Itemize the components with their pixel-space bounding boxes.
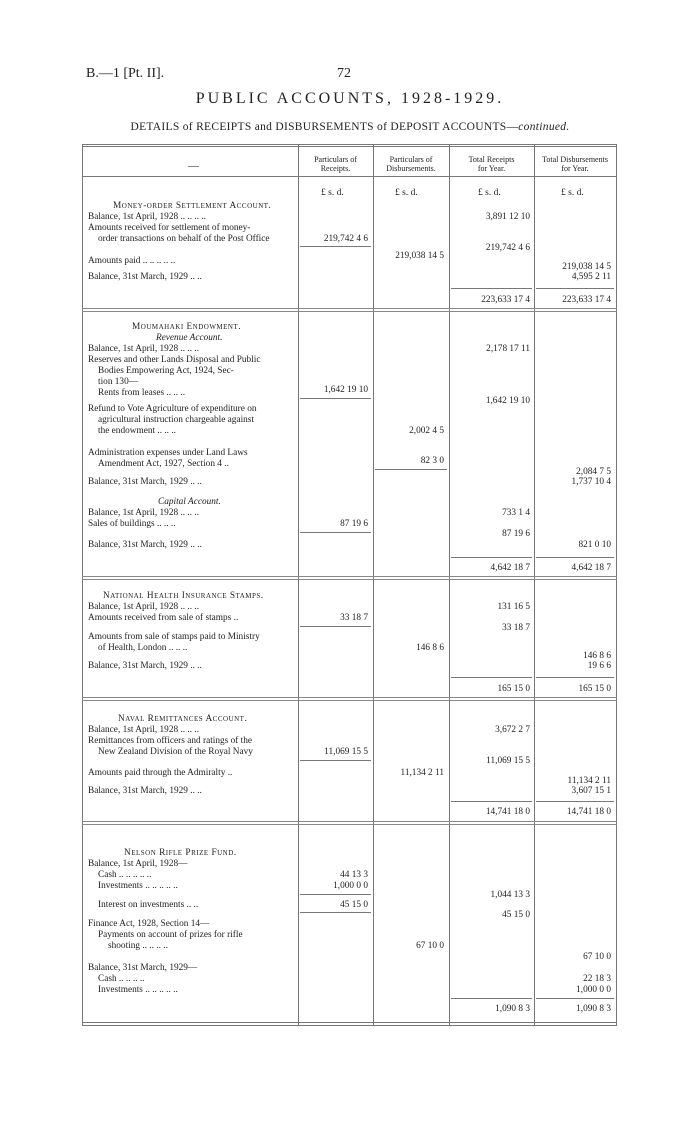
total-disbursement-amount: 19 6 6 — [587, 661, 611, 671]
line-text: Finance Act, 1928, Section 14— — [88, 919, 210, 929]
table-bottom-rule-2 — [82, 1025, 617, 1026]
section-total-disbursements: 14,741 18 0 — [566, 807, 611, 817]
line-text: tion 130— — [98, 377, 139, 387]
sub-heading: Capital Account. — [158, 497, 221, 507]
line-text: agricultural instruction chargeable against — [98, 415, 255, 425]
col-head-disb-l2: Disbursements. — [386, 164, 436, 173]
subtotal-rule — [300, 398, 371, 399]
line-text: shooting .. .. .. .. — [108, 941, 168, 951]
section-divider — [82, 697, 617, 701]
col-head-total-disbursements — [534, 155, 616, 173]
total-receipt-amount: 3,672 2 7 — [495, 725, 530, 735]
table-bottom-rule — [82, 1022, 617, 1023]
sub-heading: Revenue Account. — [156, 333, 223, 343]
total-disbursement-amount: 2,084 7 5 — [576, 467, 611, 477]
total-rule — [451, 557, 532, 558]
subtotal-rule — [300, 912, 371, 913]
total-receipt-amount: 3,891 12 10 — [485, 212, 530, 222]
lsd-label-receipts: £ s. d. — [321, 188, 344, 198]
subtotal-rule — [375, 469, 447, 470]
receipt-amount: 1,642 19 10 — [323, 385, 368, 395]
section-total-disbursements: 223,633 17 4 — [562, 295, 611, 305]
section-total-disbursements: 4,642 18 7 — [571, 563, 611, 573]
line-text: Investments .. .. .. .. .. — [98, 985, 178, 995]
total-receipt-amount: 1,044 13 3 — [490, 890, 530, 900]
receipt-amount: 1,000 0 0 — [333, 881, 368, 891]
total-rule — [536, 677, 614, 678]
section-title: Money-order Settlement Account. — [113, 201, 272, 211]
total-rule — [536, 557, 614, 558]
col-rule-1 — [298, 144, 299, 1025]
total-disbursement-amount: 3,607 15 1 — [571, 786, 611, 796]
line-text: Payments on account of prizes for rifle — [98, 930, 243, 940]
total-receipt-amount: 733 1 4 — [502, 508, 530, 518]
total-receipt-amount: 131 16 5 — [497, 602, 530, 612]
subtitle-continued: continued. — [518, 121, 570, 133]
total-disbursement-amount: 146 8 6 — [583, 651, 611, 661]
section-total-receipts: 4,642 18 7 — [490, 563, 530, 573]
total-disbursement-amount: 219,038 14 5 — [562, 262, 611, 272]
total-disbursement-amount: 11,134 2 11 — [567, 776, 611, 786]
page-subtitle — [0, 121, 700, 133]
total-receipt-amount: 45 15 0 — [502, 910, 530, 920]
line-text: Reserves and other Lands Disposal and Public — [88, 355, 261, 365]
disbursement-amount: 82 3 0 — [420, 456, 444, 466]
section-total-disbursements: 1,090 8 3 — [576, 1004, 611, 1014]
line-text: Balance, 31st March, 1929 .. .. — [88, 661, 202, 671]
subtitle-main: DETAILS of RECEIPTS and DISBURSEMENTS of DEPOSIT ACCOUNTS— — [130, 121, 519, 133]
page-number: 72 — [337, 66, 351, 81]
disbursement-amount: 11,134 2 11 — [400, 768, 444, 778]
line-text: Amounts from sale of stamps paid to Ministry — [88, 632, 260, 642]
total-receipt-amount: 219,742 4 6 — [485, 243, 530, 253]
line-text: Balance, 1st April, 1928 .. .. .. .. — [88, 212, 207, 222]
page-title: PUBLIC ACCOUNTS, 1928-1929. — [195, 90, 505, 107]
section-total-receipts: 1,090 8 3 — [495, 1004, 530, 1014]
total-rule — [536, 998, 614, 999]
line-text: New Zealand Division of the Royal Navy — [98, 747, 253, 757]
total-disbursement-amount: 821 0 10 — [578, 540, 611, 550]
col-rule-5 — [616, 144, 617, 1025]
receipt-amount: 44 13 3 — [340, 870, 368, 880]
total-receipt-amount: 33 18 7 — [502, 623, 530, 633]
col-head-td-l2: for Year. — [561, 164, 589, 173]
receipt-amount: 219,742 4 6 — [323, 234, 368, 244]
line-text: Balance, 1st April, 1928 .. .. .. — [88, 508, 200, 518]
line-text: Balance, 1st April, 1928— — [88, 859, 188, 869]
receipt-amount: 45 15 0 — [340, 900, 368, 910]
col-head-receipts-l2: Receipts. — [320, 164, 351, 173]
subtotal-rule — [300, 532, 371, 533]
col-head-total-receipts — [449, 155, 534, 173]
total-rule — [451, 677, 532, 678]
line-text: Cash .. .. .. .. .. — [98, 870, 152, 880]
total-receipt-amount: 2,178 17 11 — [486, 344, 530, 354]
col-head-description: — — [188, 160, 199, 172]
table-top-rule — [82, 144, 617, 145]
line-text: Amounts received for settlement of money- — [88, 223, 251, 233]
col-rule-0 — [82, 144, 83, 1025]
lsd-label-total-receipts: £ s. d. — [478, 188, 501, 198]
line-text: Administration expenses under Land Laws — [88, 448, 248, 458]
col-head-tr-l1: Total Receipts — [468, 155, 515, 164]
col-head-td-l1: Total Disbursements — [542, 155, 608, 164]
total-disbursement-amount: 22 18 3 — [583, 974, 611, 984]
section-title: Moumahaki Endowment. — [132, 322, 242, 332]
table-top-rule-2 — [82, 146, 617, 147]
line-text: Refund to Vote Agriculture of expenditure on — [88, 404, 257, 414]
col-head-tr-l2: for Year. — [477, 164, 506, 173]
total-receipt-amount: 1,642 19 10 — [485, 396, 530, 406]
document-reference: B.—1 [Pt. II]. — [86, 66, 165, 81]
subtotal-rule — [300, 246, 371, 247]
line-text: Amounts paid through the Admiralty .. — [88, 768, 233, 778]
total-rule — [451, 288, 532, 289]
total-rule — [536, 801, 614, 802]
line-text: Sales of buildings .. .. .. — [88, 519, 176, 529]
line-text: Balance, 31st March, 1929 .. .. — [88, 477, 202, 487]
line-text: of Health, London .. .. .. — [98, 643, 188, 653]
section-divider — [82, 308, 617, 312]
line-text: Investments .. .. .. .. .. — [98, 881, 178, 891]
line-text: order transactions on behalf of the Post Office — [98, 234, 270, 244]
total-rule — [451, 998, 532, 999]
col-head-disb-l1: Particulars of — [389, 155, 433, 164]
lsd-label-disbursements: £ s. d. — [395, 188, 418, 198]
total-disbursement-amount: 1,737 10 4 — [571, 477, 611, 487]
line-text: Balance, 31st March, 1929— — [88, 963, 198, 973]
col-head-disbursements — [373, 155, 449, 173]
section-divider — [82, 821, 617, 825]
section-title: Naval Remittances Account. — [118, 714, 248, 724]
section-title: Nelson Rifle Prize Fund. — [124, 848, 237, 858]
total-receipt-amount: 87 19 6 — [502, 529, 530, 539]
line-text: Balance, 31st March, 1929 .. .. — [88, 540, 202, 550]
line-text: Amounts paid .. .. .. .. .. — [88, 256, 176, 266]
line-text: Bodies Empowering Act, 1924, Sec- — [98, 366, 234, 376]
lsd-label-total-disbursements: £ s. d. — [561, 188, 584, 198]
disbursement-amount: 219,038 14 5 — [395, 251, 444, 261]
section-total-disbursements: 165 15 0 — [578, 684, 611, 694]
disbursement-amount: 2,002 4 5 — [409, 426, 444, 436]
line-text: Balance, 31st March, 1929 .. .. — [88, 272, 202, 282]
total-disbursement-amount: 1,000 0 0 — [576, 985, 611, 995]
col-head-receipts-l1: Particulars of — [314, 155, 357, 164]
disbursement-amount: 146 8 6 — [416, 643, 444, 653]
subtotal-rule — [300, 626, 371, 627]
line-text: Interest on investments .. .. — [98, 900, 199, 910]
section-total-receipts: 14,741 18 0 — [485, 807, 530, 817]
section-total-receipts: 165 15 0 — [497, 684, 530, 694]
line-text: Balance, 1st April, 1928 .. .. .. — [88, 344, 200, 354]
col-rule-2 — [373, 144, 374, 1025]
total-rule — [451, 801, 532, 802]
line-text: Rents from leases .. .. .. — [98, 388, 186, 398]
section-divider — [82, 576, 617, 580]
line-text: the endowment .. .. .. — [98, 426, 176, 436]
line-text: Cash .. .. .. .. — [98, 974, 145, 984]
col-rule-4 — [534, 144, 535, 1025]
header-bottom-rule — [82, 176, 617, 177]
receipt-amount: 11,069 15 5 — [324, 747, 368, 757]
col-rule-3 — [449, 144, 450, 1025]
total-receipt-amount: 11,069 15 5 — [486, 756, 530, 766]
line-text: Amendment Act, 1927, Section 4 .. — [98, 459, 229, 469]
receipt-amount: 33 18 7 — [340, 613, 368, 623]
section-total-receipts: 223,633 17 4 — [481, 295, 530, 305]
receipt-amount: 87 19 6 — [340, 519, 368, 529]
col-head-receipts — [298, 155, 373, 173]
line-text: Balance, 1st April, 1928 .. .. .. — [88, 602, 200, 612]
line-text: Amounts received from sale of stamps .. — [88, 613, 239, 623]
disbursement-amount: 67 10 0 — [416, 941, 444, 951]
total-rule — [536, 288, 614, 289]
subtotal-rule — [300, 760, 371, 761]
section-title: National Health Insurance Stamps. — [103, 591, 264, 601]
subtotal-rule — [300, 894, 371, 895]
line-text: Balance, 31st March, 1929 .. .. — [88, 786, 202, 796]
line-text: Remittances from officers and ratings of the — [88, 736, 253, 746]
line-text: Balance, 1st April, 1928 .. .. .. — [88, 725, 200, 735]
total-disbursement-amount: 67 10 0 — [583, 952, 611, 962]
total-disbursement-amount: 4,595 2 11 — [571, 272, 611, 282]
